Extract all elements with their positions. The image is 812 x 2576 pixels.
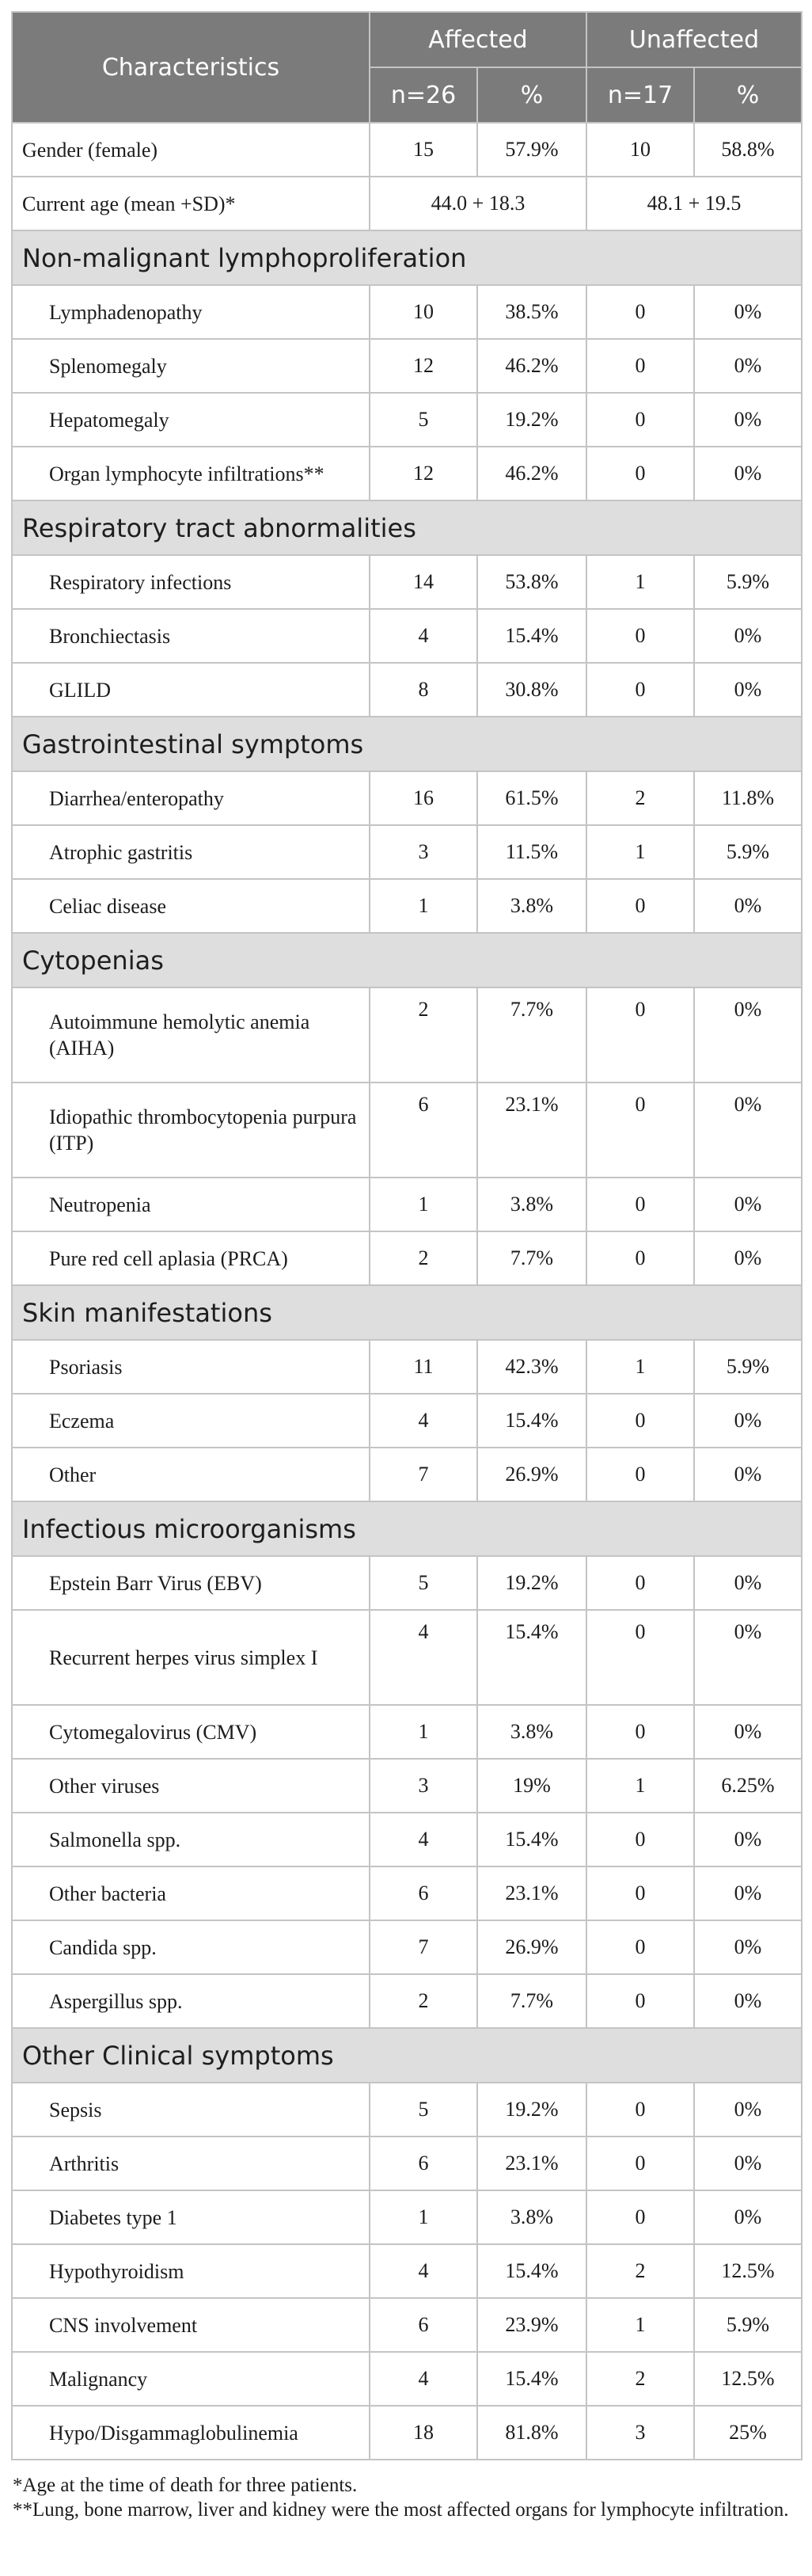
- affected-percent: 23.1%: [477, 1866, 586, 1920]
- affected-count: 11: [370, 1340, 477, 1394]
- affected-percent: 23.9%: [477, 2298, 586, 2352]
- unaffected-count: 0: [586, 1974, 694, 2028]
- unaffected-count: 2: [586, 771, 694, 825]
- affected-percent: 38.5%: [477, 285, 586, 339]
- unaffected-percent: 0%: [694, 447, 802, 500]
- row-label: Celiac disease: [12, 879, 370, 933]
- affected-count: 4: [370, 1394, 477, 1448]
- unaffected-percent: 0%: [694, 879, 802, 933]
- row-label: GLILD: [12, 663, 370, 717]
- unaffected-count: 0: [586, 987, 694, 1083]
- unaffected-percent: 25%: [694, 2406, 802, 2460]
- affected-percent: 15.4%: [477, 1813, 586, 1866]
- affected-count: 7: [370, 1448, 477, 1501]
- affected-count: 1: [370, 879, 477, 933]
- affected-percent: 15.4%: [477, 609, 586, 663]
- affected-count: 1: [370, 2190, 477, 2244]
- unaffected-count: 0: [586, 879, 694, 933]
- table-row: [12, 2406, 802, 2460]
- unaffected-percent: 0%: [694, 1448, 802, 1501]
- table-row: [12, 339, 802, 393]
- affected-percent: 57.9%: [477, 123, 586, 177]
- table-row: [12, 1610, 802, 1705]
- section-header-row: [12, 2028, 802, 2083]
- header-n-unaffected: n=17: [586, 67, 694, 123]
- affected-count: 5: [370, 393, 477, 447]
- table-header: [12, 12, 802, 123]
- affected-age: 44.0 + 18.3: [370, 177, 586, 230]
- unaffected-percent: 0%: [694, 663, 802, 717]
- row-label: CNS involvement: [12, 2298, 370, 2352]
- section-title: Non-malignant lymphoproliferation: [12, 230, 802, 285]
- affected-percent: 30.8%: [477, 663, 586, 717]
- unaffected-percent: 12.5%: [694, 2352, 802, 2406]
- unaffected-count: 0: [586, 2190, 694, 2244]
- affected-percent: 81.8%: [477, 2406, 586, 2460]
- unaffected-count: 0: [586, 2083, 694, 2137]
- row-label: Psoriasis: [12, 1340, 370, 1394]
- affected-percent: 53.8%: [477, 555, 586, 609]
- affected-percent: 3.8%: [477, 1178, 586, 1231]
- affected-count: 4: [370, 609, 477, 663]
- row-label: Gender (female): [12, 123, 370, 177]
- table-row: [12, 177, 802, 230]
- affected-count: 5: [370, 2083, 477, 2137]
- row-label: Hepatomegaly: [12, 393, 370, 447]
- unaffected-count: 0: [586, 285, 694, 339]
- affected-percent: 15.4%: [477, 2244, 586, 2298]
- unaffected-percent: 0%: [694, 1920, 802, 1974]
- affected-percent: 3.8%: [477, 2190, 586, 2244]
- section-header-row: [12, 1501, 802, 1556]
- affected-percent: 26.9%: [477, 1448, 586, 1501]
- header-pct-affected: %: [477, 67, 586, 123]
- affected-count: 8: [370, 663, 477, 717]
- affected-percent: 7.7%: [477, 987, 586, 1083]
- unaffected-count: 0: [586, 1394, 694, 1448]
- row-label: Candida spp.: [12, 1920, 370, 1974]
- row-label: Diabetes type 1: [12, 2190, 370, 2244]
- row-label: Current age (mean +SD)*: [12, 177, 370, 230]
- unaffected-count: 1: [586, 825, 694, 879]
- affected-count: 2: [370, 987, 477, 1083]
- table-row: [12, 1759, 802, 1813]
- table-row: [12, 1705, 802, 1759]
- unaffected-percent: 0%: [694, 285, 802, 339]
- affected-percent: 26.9%: [477, 1920, 586, 1974]
- unaffected-count: 0: [586, 1231, 694, 1285]
- affected-count: 1: [370, 1178, 477, 1231]
- row-label: Hypo/Disgammaglobulinemia: [12, 2406, 370, 2460]
- unaffected-count: 2: [586, 2352, 694, 2406]
- table-row: [12, 2083, 802, 2137]
- affected-count: 6: [370, 2298, 477, 2352]
- affected-percent: 7.7%: [477, 1974, 586, 2028]
- affected-percent: 7.7%: [477, 1231, 586, 1285]
- section-header-row: [12, 1285, 802, 1340]
- row-label: Atrophic gastritis: [12, 825, 370, 879]
- table-row: [12, 1866, 802, 1920]
- unaffected-percent: 0%: [694, 1705, 802, 1759]
- unaffected-count: 0: [586, 393, 694, 447]
- section-header-row: [12, 230, 802, 285]
- unaffected-percent: 0%: [694, 1866, 802, 1920]
- unaffected-percent: 0%: [694, 1083, 802, 1178]
- table-row: [12, 1083, 802, 1178]
- unaffected-count: 0: [586, 339, 694, 393]
- affected-percent: 15.4%: [477, 2352, 586, 2406]
- characteristics-table: [11, 11, 803, 2460]
- unaffected-percent: 0%: [694, 1974, 802, 2028]
- affected-count: 4: [370, 2352, 477, 2406]
- unaffected-count: 1: [586, 1340, 694, 1394]
- section-header-row: [12, 500, 802, 555]
- row-label: Other bacteria: [12, 1866, 370, 1920]
- affected-percent: 46.2%: [477, 339, 586, 393]
- affected-percent: 19%: [477, 1759, 586, 1813]
- unaffected-count: 0: [586, 1083, 694, 1178]
- affected-count: 12: [370, 339, 477, 393]
- affected-percent: 23.1%: [477, 1083, 586, 1178]
- row-label: Lymphadenopathy: [12, 285, 370, 339]
- affected-count: 4: [370, 1610, 477, 1705]
- table-row: [12, 2352, 802, 2406]
- unaffected-count: 2: [586, 2244, 694, 2298]
- unaffected-count: 1: [586, 1759, 694, 1813]
- row-label: Aspergillus spp.: [12, 1974, 370, 2028]
- row-label: Recurrent herpes virus simplex I: [12, 1610, 370, 1705]
- affected-count: 15: [370, 123, 477, 177]
- row-label: Diarrhea/enteropathy: [12, 771, 370, 825]
- unaffected-count: 0: [586, 1920, 694, 1974]
- row-label: Salmonella spp.: [12, 1813, 370, 1866]
- affected-count: 3: [370, 1759, 477, 1813]
- row-label: Autoimmune hemolytic anemia (AIHA): [12, 987, 370, 1083]
- table-row: [12, 2298, 802, 2352]
- affected-percent: 3.8%: [477, 879, 586, 933]
- unaffected-count: 0: [586, 1178, 694, 1231]
- footnotes: [11, 2473, 801, 2522]
- unaffected-percent: 0%: [694, 2190, 802, 2244]
- row-label: Pure red cell aplasia (PRCA): [12, 1231, 370, 1285]
- unaffected-percent: 0%: [694, 987, 802, 1083]
- table-row: [12, 1231, 802, 1285]
- unaffected-percent: 0%: [694, 1178, 802, 1231]
- unaffected-count: 0: [586, 1610, 694, 1705]
- section-title: Skin manifestations: [12, 1285, 802, 1340]
- affected-count: 12: [370, 447, 477, 500]
- table-row: [12, 825, 802, 879]
- unaffected-percent: 0%: [694, 609, 802, 663]
- row-label: Eczema: [12, 1394, 370, 1448]
- unaffected-count: 10: [586, 123, 694, 177]
- row-label: Other viruses: [12, 1759, 370, 1813]
- table-row: [12, 987, 802, 1083]
- affected-count: 7: [370, 1920, 477, 1974]
- table-container: [11, 11, 801, 2522]
- affected-count: 4: [370, 1813, 477, 1866]
- table-row: [12, 1556, 802, 1610]
- unaffected-count: 0: [586, 447, 694, 500]
- unaffected-percent: 0%: [694, 393, 802, 447]
- row-label: Idiopathic thrombocytopenia purpura (ITP): [12, 1083, 370, 1178]
- unaffected-percent: 0%: [694, 1556, 802, 1610]
- unaffected-percent: 0%: [694, 339, 802, 393]
- section-title: Cytopenias: [12, 933, 802, 987]
- unaffected-percent: 12.5%: [694, 2244, 802, 2298]
- affected-count: 16: [370, 771, 477, 825]
- unaffected-percent: 0%: [694, 1394, 802, 1448]
- table-row: [12, 393, 802, 447]
- affected-percent: 11.5%: [477, 825, 586, 879]
- table-row: [12, 1974, 802, 2028]
- affected-count: 6: [370, 2137, 477, 2190]
- table-row: [12, 879, 802, 933]
- row-label: Organ lymphocyte infiltrations**: [12, 447, 370, 500]
- unaffected-percent: 0%: [694, 2083, 802, 2137]
- table-row: [12, 771, 802, 825]
- unaffected-percent: 5.9%: [694, 2298, 802, 2352]
- table-row: [12, 123, 802, 177]
- header-characteristics: Characteristics: [12, 12, 370, 123]
- affected-count: 2: [370, 1231, 477, 1285]
- row-label: Sepsis: [12, 2083, 370, 2137]
- affected-count: 14: [370, 555, 477, 609]
- unaffected-count: 0: [586, 1448, 694, 1501]
- unaffected-percent: 11.8%: [694, 771, 802, 825]
- table-row: [12, 663, 802, 717]
- affected-percent: 15.4%: [477, 1610, 586, 1705]
- unaffected-count: 0: [586, 609, 694, 663]
- affected-percent: 19.2%: [477, 1556, 586, 1610]
- affected-count: 2: [370, 1974, 477, 2028]
- affected-percent: 61.5%: [477, 771, 586, 825]
- unaffected-count: 0: [586, 1705, 694, 1759]
- unaffected-percent: 5.9%: [694, 555, 802, 609]
- row-label: Bronchiectasis: [12, 609, 370, 663]
- unaffected-percent: 5.9%: [694, 1340, 802, 1394]
- unaffected-percent: 6.25%: [694, 1759, 802, 1813]
- affected-percent: 23.1%: [477, 2137, 586, 2190]
- table-row: [12, 1340, 802, 1394]
- table-row: [12, 1178, 802, 1231]
- header-n-affected: n=26: [370, 67, 477, 123]
- row-label: Arthritis: [12, 2137, 370, 2190]
- table-row: [12, 285, 802, 339]
- affected-count: 18: [370, 2406, 477, 2460]
- table-row: [12, 555, 802, 609]
- unaffected-age: 48.1 + 19.5: [586, 177, 802, 230]
- unaffected-count: 0: [586, 663, 694, 717]
- unaffected-count: 0: [586, 2137, 694, 2190]
- table-row: [12, 2244, 802, 2298]
- unaffected-percent: 58.8%: [694, 123, 802, 177]
- unaffected-percent: 0%: [694, 1610, 802, 1705]
- row-label: Splenomegaly: [12, 339, 370, 393]
- table-row: [12, 2190, 802, 2244]
- unaffected-percent: 5.9%: [694, 825, 802, 879]
- table-row: [12, 1813, 802, 1866]
- row-label: Cytomegalovirus (CMV): [12, 1705, 370, 1759]
- section-header-row: [12, 933, 802, 987]
- affected-percent: 46.2%: [477, 447, 586, 500]
- table-row: [12, 1394, 802, 1448]
- unaffected-count: 1: [586, 2298, 694, 2352]
- affected-percent: 3.8%: [477, 1705, 586, 1759]
- affected-count: 6: [370, 1866, 477, 1920]
- unaffected-count: 3: [586, 2406, 694, 2460]
- header-unaffected: Unaffected: [586, 12, 802, 67]
- row-label: Hypothyroidism: [12, 2244, 370, 2298]
- row-label: Malignancy: [12, 2352, 370, 2406]
- affected-count: 6: [370, 1083, 477, 1178]
- row-label: Epstein Barr Virus (EBV): [12, 1556, 370, 1610]
- row-label: Respiratory infections: [12, 555, 370, 609]
- unaffected-percent: 0%: [694, 2137, 802, 2190]
- affected-count: 10: [370, 285, 477, 339]
- affected-percent: 15.4%: [477, 1394, 586, 1448]
- affected-count: 5: [370, 1556, 477, 1610]
- header-affected: Affected: [370, 12, 586, 67]
- table-row: [12, 447, 802, 500]
- section-title: Infectious microorganisms: [12, 1501, 802, 1556]
- footnote-age: *Age at the time of death for three patients.: [13, 2475, 358, 2496]
- affected-percent: 19.2%: [477, 2083, 586, 2137]
- unaffected-count: 0: [586, 1813, 694, 1866]
- table-row: [12, 1448, 802, 1501]
- table-row: [12, 1920, 802, 1974]
- row-label: Other: [12, 1448, 370, 1501]
- affected-count: 3: [370, 825, 477, 879]
- affected-count: 1: [370, 1705, 477, 1759]
- header-pct-unaffected: %: [694, 67, 802, 123]
- affected-count: 4: [370, 2244, 477, 2298]
- unaffected-percent: 0%: [694, 1231, 802, 1285]
- unaffected-percent: 0%: [694, 1813, 802, 1866]
- section-title: Gastrointestinal symptoms: [12, 717, 802, 771]
- table-row: [12, 609, 802, 663]
- affected-percent: 19.2%: [477, 393, 586, 447]
- affected-percent: 42.3%: [477, 1340, 586, 1394]
- unaffected-count: 1: [586, 555, 694, 609]
- unaffected-count: 0: [586, 1866, 694, 1920]
- section-title: Other Clinical symptoms: [12, 2028, 802, 2083]
- table-row: [12, 2137, 802, 2190]
- table-body: [12, 123, 802, 2460]
- row-label: Neutropenia: [12, 1178, 370, 1231]
- footnote-infiltration: **Lung, bone marrow, liver and kidney were the most affected organs for lymphocyte infiltration.: [13, 2499, 789, 2521]
- unaffected-count: 0: [586, 1556, 694, 1610]
- section-header-row: [12, 717, 802, 771]
- section-title: Respiratory tract abnormalities: [12, 500, 802, 555]
